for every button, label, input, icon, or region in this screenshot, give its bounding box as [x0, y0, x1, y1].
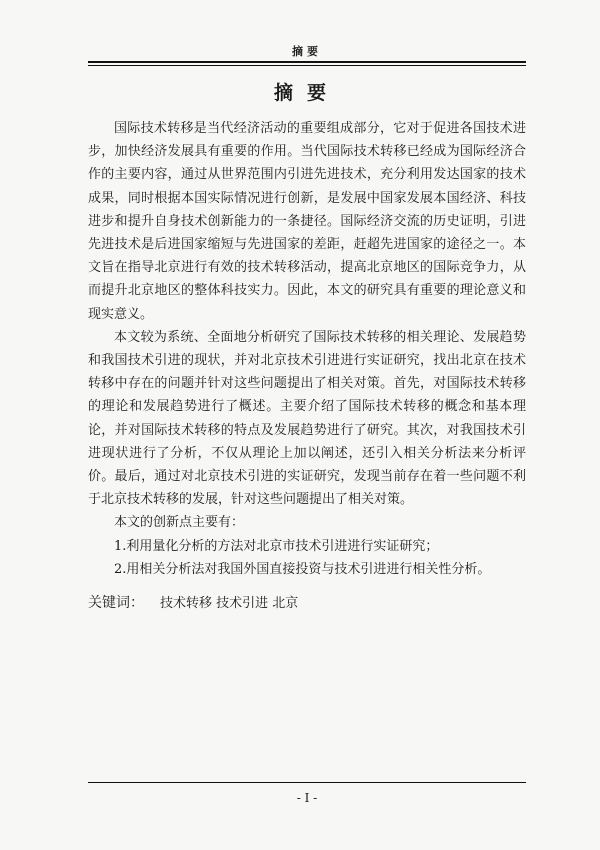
keywords-label: 关键词： [88, 595, 144, 611]
paragraph-4: 1.利用量化分析的方法对北京市技术引进进行实证研究； [114, 538, 439, 554]
paragraph-1: 国际技术转移是当代经济活动的重要组成部分，它对于促进各国技术进步，加快经济发展具有重要的作用。当代国际技术转移已经成为国际经济合作的主要内容，通过从世界范围内引进先进技术，充分利用发达国家的技术成果，同时根据本国实际情况进行创新，是发展中国家发展本国经济、科技进步和提升自身技术创新能力的一条捷径。国际经济交流的历史证明，引进先进技术是后进国家缩短与先进国家的差距，赶超先进国家的途径之一。本文旨在指导北京进行有效的技术转移活动，提高北京地区的国际竞争力，从而提升北京地区的整体科技实力。因此，本文的研究具有重要的理论意义和现实意义。 [88, 121, 526, 322]
page-title: 摘要 [273, 82, 340, 104]
keywords [88, 592, 526, 612]
header-rule-thin [88, 65, 526, 66]
running-header: 摘要 [292, 45, 322, 58]
header-rule [88, 61, 526, 63]
page-number: - I - [296, 791, 318, 805]
paragraph-3: 本文的创新点主要有： [114, 515, 245, 531]
paragraph-2: 本文较为系统、全面地分析研究了国际技术转移的相关理论、发展趋势和我国技术引进的现状，并对北京技术引进进行实证研究，找出北京在技术转移中存在的问题并针对这些问题提出了相关对策。首先，对国际技术转移的理论和发展趋势进行了概述。主要介绍了国际技术转移的概念和基本理论，并对国际技术转移的特点及发展趋势进行了研究。其次，对我国技术引进现状进行了分析，不仅从理论上加以阐述，还引入相关分析法来分析评价。最后，通过对北京技术引进的实证研究，发现当前存在着一些问题不利于北京技术转移的发展，针对这些问题提出了相关对策。 [88, 329, 526, 508]
footer-rule [88, 782, 526, 783]
abstract-body [88, 117, 526, 581]
keywords-value: 技术转移 技术引进 北京 [160, 596, 299, 611]
paragraph-5: 2.用相关分析法对我国外国直接投资与技术引进进行相关性分析。 [114, 561, 491, 577]
